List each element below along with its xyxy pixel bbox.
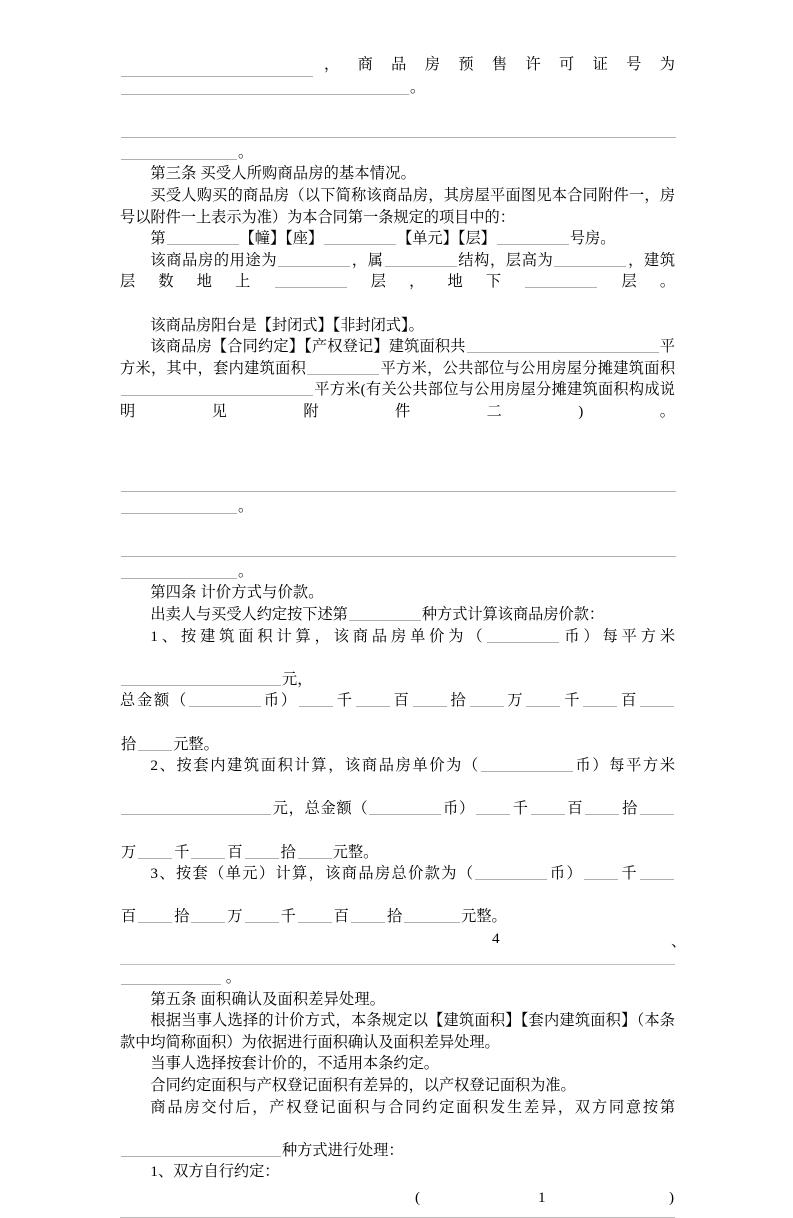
- label-item3-prefix: 3、按套（单元）计算，该商品房总价款为（: [150, 865, 475, 883]
- blank-field-handling-method[interactable]: [121, 1142, 281, 1157]
- label-floor-suffix: 层。: [598, 273, 676, 291]
- blank-digit[interactable]: [404, 908, 460, 923]
- blank-digit[interactable]: [531, 800, 565, 815]
- blank-field-unit-price-1[interactable]: [121, 671, 281, 686]
- section-divider: [120, 964, 675, 965]
- article-4: [120, 582, 675, 928]
- blank-digit[interactable]: [413, 692, 447, 707]
- unit-wan: 万: [227, 908, 243, 926]
- label-unit-floor: 【单元】【层】: [397, 230, 496, 248]
- label-item1-per-sqm: 币）每平方米: [560, 627, 676, 645]
- unit-bai: 百: [227, 843, 243, 861]
- label-item2-per-sqm: 币）每平方米: [573, 757, 676, 775]
- unit-shi: 拾: [621, 800, 639, 818]
- unit-qian: 千: [620, 865, 639, 883]
- blank-digit[interactable]: [245, 844, 279, 859]
- unit-shi: 拾: [174, 908, 190, 926]
- period: 。: [238, 562, 254, 580]
- blank-digit[interactable]: [640, 865, 674, 880]
- unit-shi: 拾: [121, 735, 137, 753]
- blank-digit[interactable]: [245, 908, 279, 923]
- blank-field-unit[interactable]: [324, 230, 396, 245]
- blank-digit[interactable]: [584, 865, 618, 880]
- label-currency-suffix: 币）: [442, 800, 475, 818]
- label-usage: 该商品房的用途为: [150, 251, 278, 269]
- blank-digit[interactable]: [138, 908, 172, 923]
- article-3-heading: 第三条 买受人所购商品房的基本情况。: [150, 165, 416, 183]
- blank-answer-row-6: [120, 561, 675, 583]
- blank-digit[interactable]: [583, 692, 617, 707]
- blank-field-line[interactable]: [121, 970, 221, 985]
- article-4-item-3: [120, 863, 675, 906]
- blank-field-total-area[interactable]: [467, 338, 659, 353]
- label-method-prefix: 出卖人与买受人约定按下述第: [150, 606, 348, 624]
- label-building-unit: 【幢】【座】: [239, 230, 324, 248]
- char: 售: [491, 56, 508, 73]
- blank-digit[interactable]: [298, 844, 332, 859]
- blank-field-usage[interactable]: [278, 252, 350, 267]
- blank-field-line[interactable]: [121, 123, 676, 138]
- unit-shi: 拾: [386, 908, 403, 926]
- unit-wan: 万: [121, 843, 137, 861]
- footer-row: [120, 1183, 675, 1217]
- unit-shi: 拾: [280, 843, 296, 861]
- label-yuan: 元，: [282, 670, 313, 688]
- blank-digit[interactable]: [476, 800, 510, 815]
- label-item2-prefix: 2、按套内建筑面积计算，该商品房单价为（: [150, 757, 480, 775]
- blank-field-pricing-method[interactable]: [349, 606, 421, 621]
- blank-field-building[interactable]: [167, 230, 239, 245]
- blank-digit[interactable]: [191, 844, 225, 859]
- blank-digit[interactable]: [298, 908, 332, 923]
- article-3-usage-line: [120, 250, 675, 315]
- label-item1-prefix: 1、按建筑面积计算，该商品房单价为（: [150, 627, 487, 645]
- pause-mark: 、: [671, 932, 687, 950]
- blank-spacer: [120, 99, 675, 121]
- blank-field-project-name[interactable]: [121, 62, 313, 77]
- comma: ，: [324, 56, 340, 73]
- blank-digit[interactable]: [470, 692, 504, 707]
- label-floor-height: 结构，层高为: [457, 251, 554, 269]
- article-4-heading: 第四条 计价方式与价款。: [150, 584, 324, 602]
- article-3: [120, 163, 675, 444]
- blank-field-line[interactable]: [121, 499, 237, 514]
- label-di: 第: [150, 230, 166, 248]
- article-3-balcony-line: 该商品房阳台是【封闭式】【非封闭式】。: [150, 316, 424, 334]
- blank-digit[interactable]: [585, 800, 619, 815]
- label-currency-suffix: 币）: [262, 692, 298, 710]
- article-4-item-2: [120, 755, 675, 798]
- page-number: 4: [492, 929, 500, 947]
- blank-answer-row-2: [120, 142, 675, 164]
- blank-field-shared-area[interactable]: [121, 381, 313, 396]
- label-method-suffix: 种方式计算该商品房价款：: [421, 606, 605, 624]
- blank-field-floors-above[interactable]: [275, 273, 347, 288]
- char: 预: [458, 56, 474, 73]
- presale-permit-label: [314, 52, 675, 77]
- blank-field-line[interactable]: [121, 542, 676, 557]
- blank-field-currency-total-1[interactable]: [189, 692, 261, 707]
- blank-field-structure[interactable]: [385, 252, 457, 267]
- blank-digit[interactable]: [138, 736, 172, 751]
- label-room-no: 号房。: [569, 230, 616, 248]
- blank-field-line[interactable]: [121, 477, 676, 492]
- label-yuanzheng: 元整。: [461, 908, 507, 926]
- char: 号: [626, 56, 642, 73]
- article-4-item-2-cont: [120, 798, 675, 841]
- article-4-item-2-total-cont: [120, 842, 675, 864]
- blank-digit[interactable]: [299, 692, 333, 707]
- article-4-item-1-total-cont: [120, 734, 675, 756]
- unit-bai: 百: [566, 800, 584, 818]
- article-4-item-1-total: [120, 690, 675, 733]
- article-5-heading: 第五条 面积确认及面积差异处理。: [150, 990, 386, 1008]
- presale-permit-line: [120, 52, 675, 77]
- article-5-paragraph-4: [120, 1097, 675, 1140]
- article-5-item-1: 1、双方自行约定：: [150, 1163, 280, 1181]
- period: 。: [238, 497, 254, 515]
- unit-bai: 百: [121, 908, 137, 926]
- label-shared-area: 平方米，公共部位与公用房屋分摊建筑面积: [380, 359, 676, 377]
- char: 房: [424, 56, 440, 73]
- article-5: [120, 989, 675, 1183]
- unit-wan: 万: [505, 692, 525, 710]
- char: 可: [559, 56, 575, 73]
- blank-digit[interactable]: [351, 908, 385, 923]
- blank-field-floor-height[interactable]: [554, 252, 626, 267]
- blank-field-currency-3[interactable]: [475, 865, 547, 880]
- blank-digit[interactable]: [526, 692, 560, 707]
- unit-qian: 千: [174, 843, 190, 861]
- char: 品: [391, 56, 407, 73]
- label-area-total: 该商品房【合同约定】【产权登记】建筑面积共: [150, 338, 466, 356]
- char: 许: [525, 56, 541, 73]
- blank-field-room[interactable]: [497, 230, 569, 245]
- unit-bai: 百: [619, 692, 639, 710]
- label-item2-total: 元，总金额（: [272, 800, 369, 818]
- presale-permit-number-row: [120, 77, 675, 99]
- blank-field-currency-1[interactable]: [487, 628, 559, 643]
- article-4-method-line: [120, 604, 675, 626]
- blank-field-floors-below[interactable]: [525, 273, 597, 288]
- blank-answer-row-1: [120, 120, 675, 142]
- period: 。: [238, 143, 254, 161]
- article-4-item-1-cont: [120, 669, 675, 691]
- unit-qian: 千: [511, 800, 529, 818]
- article-3-unit-line: [120, 228, 675, 250]
- char: 商: [357, 56, 373, 73]
- blank-field-line[interactable]: [121, 564, 237, 579]
- label-yuanzheng: 元整。: [173, 735, 219, 753]
- unit-qian: 千: [334, 692, 354, 710]
- article-4-item-1: [120, 626, 675, 669]
- blank-field-permit-number[interactable]: [121, 80, 409, 95]
- page-number-row: [120, 928, 687, 958]
- label-floors-below: 层，地下: [347, 273, 525, 291]
- article-5-paragraph-3: 合同约定面积与产权登记面积有差异的，以产权登记面积为准。: [150, 1076, 576, 1094]
- unit-qian: 千: [280, 908, 296, 926]
- blank-digit[interactable]: [138, 844, 172, 859]
- blank-answer-row-4: [120, 496, 675, 518]
- label-area-note: 平方米(有关公共部位与公用房屋分摊建筑面积构成说明见附件二)。: [120, 381, 675, 420]
- article-5-paragraph-4-cont: [120, 1140, 675, 1162]
- label-total-prefix: 总金额（: [120, 692, 189, 710]
- blank-field-inner-area[interactable]: [307, 360, 379, 375]
- article-4-item-3-cont: [120, 906, 675, 928]
- blank-digit[interactable]: [356, 692, 390, 707]
- blank-field-line[interactable]: [121, 145, 237, 160]
- blank-answer-row-5: [120, 539, 675, 561]
- blank-answer-row-3: [120, 474, 675, 496]
- unit-bai: 百: [391, 692, 411, 710]
- footer-left-paren: (: [415, 1188, 421, 1206]
- article-5-paragraph-2: 当事人选择按套计价的，不适用本条约定。: [150, 1055, 439, 1073]
- label-difference-suffix: 种方式进行处理：: [282, 1141, 404, 1159]
- label-difference-prefix: 商品房交付后，产权登记面积与合同约定面积发生差异，双方同意按第: [150, 1098, 675, 1116]
- blank-spacer: [120, 444, 675, 474]
- blank-answer-row-7: [120, 967, 675, 989]
- char: 证: [592, 56, 608, 73]
- period: 。: [225, 968, 241, 986]
- article-3-paragraph-1: 买受人购买的商品房（以下简称该商品房，其房屋平面图见本合同附件一，房号以附件一上表示为准）为本合同第一条规定的项目中的：: [120, 186, 675, 226]
- blank-field-unit-price-2[interactable]: [121, 800, 271, 815]
- article-3-area-line: [120, 336, 675, 444]
- label-currency-suffix: 币）: [548, 865, 584, 883]
- label-yuanzheng: 元整。: [332, 843, 379, 861]
- footer-right-paren: ): [669, 1188, 675, 1206]
- blank-field-currency-2[interactable]: [481, 757, 573, 772]
- unit-bai: 百: [333, 908, 349, 926]
- blank-field-currency-total-2[interactable]: [369, 800, 441, 815]
- period: 。: [410, 79, 426, 96]
- label-structure-prefix: ，属: [351, 251, 384, 269]
- blank-digit[interactable]: [640, 692, 674, 707]
- blank-digit[interactable]: [191, 908, 225, 923]
- blank-spacer: [120, 517, 675, 539]
- footer-page-number: 1: [538, 1188, 546, 1206]
- unit-shi: 拾: [448, 692, 468, 710]
- char: 为: [659, 56, 675, 73]
- label-floors-above: ，建筑层数地上: [120, 251, 676, 291]
- blank-digit[interactable]: [640, 800, 674, 815]
- article-5-paragraph-1: 根据当事人选择的计价方式，本条规定以【建筑面积】【套内建筑面积】（本条款中均简称面积）为依据进行面积确认及面积差异处理。: [120, 1012, 675, 1051]
- label-inner-area: 平方米，其中，套内建筑面积: [120, 338, 675, 377]
- unit-qian: 千: [562, 692, 582, 710]
